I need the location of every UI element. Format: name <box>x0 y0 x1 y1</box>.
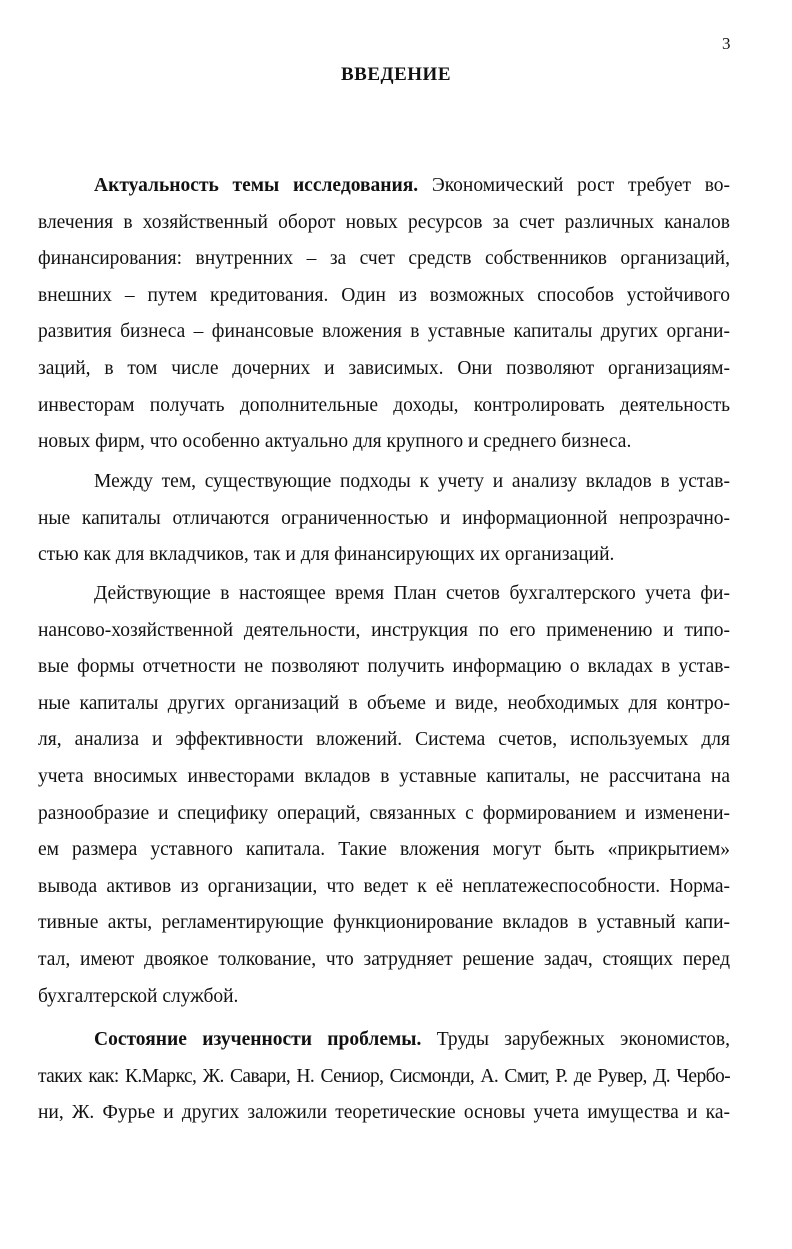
paragraph-line: новых фирм, что особенно актуально для крупного и среднего бизнеса. <box>38 431 632 453</box>
paragraph-line: Действующие в настоящее время План счетов бухгалтерского учета фи- <box>94 583 730 604</box>
paragraph-line <box>38 168 730 205</box>
page-title: ВВЕДЕНИЕ <box>341 64 451 85</box>
paragraph-lead: Состояние изученности проблемы. <box>94 1029 422 1050</box>
paragraph-accounts <box>38 576 730 1015</box>
paragraph-line: тивные акты, регламентирующие функционирование вкладов в уставный капи- <box>38 912 730 934</box>
paragraph-line-text: Экономический рост требует во- <box>418 175 731 196</box>
paragraph-line: стью как для вкладчиков, так и для финансирующих их организаций. <box>38 544 615 566</box>
paragraph-line: вывода активов из организации, что ведет к её неплатежеспособности. Норма- <box>38 875 730 897</box>
paragraph-lead: Актуальность темы исследования. <box>94 175 419 196</box>
paragraph-line: влечения в хозяйственный оборот новых ресурсов за счет различных каналов <box>38 211 730 233</box>
paragraph-research-state <box>38 1022 730 1132</box>
paragraph-line: нансово-хозяйственной деятельности, инструкция по его применению и типо- <box>38 619 730 641</box>
page-number: 3 <box>722 34 731 53</box>
paragraph-line: ни, Ж. Фурье и других заложили теоретические основы учета имущества и ка- <box>38 1102 730 1124</box>
paragraph-approaches <box>38 464 730 574</box>
paragraph-line <box>38 1022 730 1059</box>
paragraph-line: развития бизнеса – финансовые вложения в уставные капиталы других органи- <box>38 321 730 343</box>
paragraph-line: тал, имеют двоякое толкование, что затрудняет решение задач, стоящих перед <box>38 948 730 970</box>
paragraph-line: финансирования: внутренних – за счет средств собственников организаций, <box>38 248 730 270</box>
paragraph-line: Между тем, существующие подходы к учету и анализу вкладов в устав- <box>94 471 730 492</box>
paragraph-line: таких как: К.Маркс, Ж. Савари, Н. Сениор, Сисмонди, А. Смит, Р. де Рувер, Д. Чербо- <box>38 1065 730 1087</box>
paragraph-line: инвесторам получать дополнительные доходы, контролировать деятельность <box>38 394 730 416</box>
paragraph-line: разнообразие и специфику операций, связанных с формированием и изменени- <box>38 802 730 824</box>
paragraph-line: ля, анализа и эффективности вложений. Система счетов, используемых для <box>38 729 730 751</box>
paragraph-line: ные капиталы других организаций в объеме и виде, необходимых для контро- <box>38 692 730 714</box>
paragraph-line: ем размера уставного капитала. Такие вложения могут быть «прикрытием» <box>38 839 730 861</box>
paragraph-line: вые формы отчетности не позволяют получить информацию о вкладах в устав- <box>38 656 730 678</box>
paragraph-line: учета вносимых инвесторами вкладов в уставные капиталы, не рассчитана на <box>38 765 730 787</box>
paragraph-line: внешних – путем кредитования. Один из возможных способов устойчивого <box>38 284 730 306</box>
paragraph-relevance <box>38 168 730 461</box>
paragraph-line: бухгалтерской службой. <box>38 985 239 1007</box>
paragraph-line: заций, в том числе дочерних и зависимых. Они позволяют организациям- <box>38 357 730 379</box>
paragraph-line: ные капиталы отличаются ограниченностью и информационной непрозрачно- <box>38 507 730 529</box>
paragraph-line-text: Труды зарубежных экономистов, <box>421 1029 730 1050</box>
